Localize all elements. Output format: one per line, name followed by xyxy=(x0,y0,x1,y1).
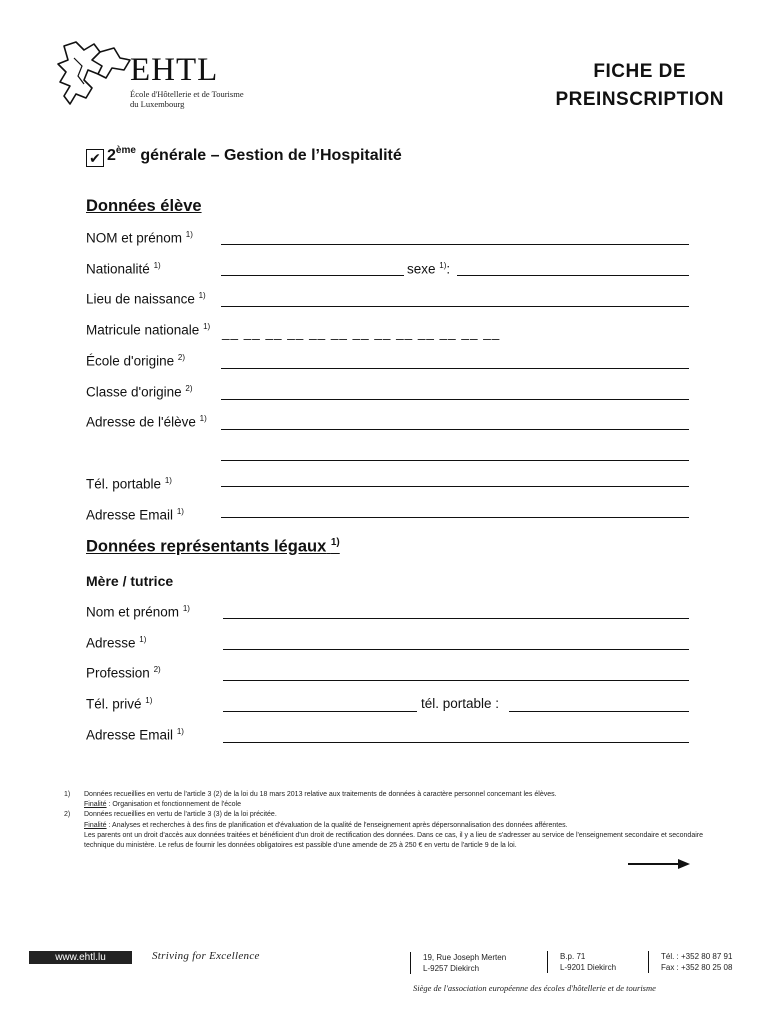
footnote-2 xyxy=(64,810,724,820)
nationality-label-text: Nationalité xyxy=(86,261,150,277)
mother-profession-label-text: Profession xyxy=(86,665,150,681)
birthplace-ref: 1) xyxy=(198,291,206,300)
mother-profession-ref: 2) xyxy=(153,665,161,674)
mother-mobile-field[interactable] xyxy=(509,711,689,712)
birthplace-label xyxy=(86,291,206,307)
slogan: Striving for Excellence xyxy=(152,950,260,962)
footnote-1-number: 1) xyxy=(64,791,71,798)
mother-address-field[interactable] xyxy=(223,649,689,650)
student-section-heading: Données élève xyxy=(86,197,202,215)
class-origin-label-text: Classe d'origine xyxy=(86,384,182,400)
birthplace-label-text: Lieu de naissance xyxy=(86,291,195,307)
class-origin-label xyxy=(86,384,193,400)
footnote-2-purpose xyxy=(64,821,724,831)
footnote-2-number: 2) xyxy=(64,811,71,819)
mother-phone-ref: 1) xyxy=(145,696,153,705)
mother-name-ref: 1) xyxy=(182,604,190,613)
matricule-label-text: Matricule nationale xyxy=(86,322,200,338)
matricule-label xyxy=(86,322,210,338)
footnote-1-purpose-text: : Organisation et fonctionnement de l'école xyxy=(106,801,241,809)
arrow-right-icon xyxy=(628,858,690,870)
student-address-ref: 1) xyxy=(199,414,207,423)
street-address xyxy=(410,952,506,974)
mother-name-label xyxy=(86,604,190,620)
footnote-1 xyxy=(64,790,724,800)
document-title-line-2: PREINSCRIPTION xyxy=(555,89,724,110)
footnote-2-rights-text: Les parents ont un droit d'accès aux données traitées et bénéficient d'un droit de rectification des données. Dans ce cas, il y a lieu de s'adresser au service de l'enseignement secondaire et secondaire technique du ministère. Le refus de fournir les données obligatoires est passible d'une amende de 25 à 250 € en vertu de l'article 9 de la loi. xyxy=(84,831,703,850)
mother-name-field[interactable] xyxy=(223,618,689,619)
class-origin-ref: 2) xyxy=(185,384,193,393)
postal-box-line: B.p. 71 xyxy=(560,952,586,961)
student-address-label xyxy=(86,414,207,430)
class-origin-field[interactable] xyxy=(221,399,689,400)
school-origin-label xyxy=(86,353,185,369)
mother-profession-field[interactable] xyxy=(223,680,689,681)
student-name-label xyxy=(86,230,193,246)
student-mobile-label xyxy=(86,476,172,492)
legal-section-heading xyxy=(86,537,340,557)
footnote-1-purpose xyxy=(64,800,724,810)
brand-name: EHTL xyxy=(130,52,219,88)
mother-email-ref: 1) xyxy=(176,727,184,736)
student-name-ref: 1) xyxy=(185,230,193,239)
mother-mobile-label: tél. portable : xyxy=(421,696,500,711)
student-email-field[interactable] xyxy=(221,517,689,518)
postal-box xyxy=(547,951,616,973)
student-mobile-field[interactable] xyxy=(221,486,689,487)
phone-number: Tél. : +352 80 87 91 xyxy=(661,952,733,961)
matricule-ref: 1) xyxy=(203,322,211,331)
school-origin-field[interactable] xyxy=(221,368,689,369)
birthplace-field[interactable] xyxy=(221,306,689,307)
program-ordinal: 2 xyxy=(107,147,116,164)
legal-section-ref: 1) xyxy=(330,537,340,548)
mother-subheading: Mère / tutrice xyxy=(86,573,174,589)
student-address-label-text: Adresse de l'élève xyxy=(86,414,196,430)
program-ordinal-sup: ème xyxy=(115,145,136,156)
association-note: Siège de l'association européenne des écoles d'hôtellerie et de tourisme xyxy=(413,983,656,993)
footnotes xyxy=(64,790,724,851)
student-email-ref: 1) xyxy=(176,507,184,516)
program-label: générale – Gestion de l’Hospitalité xyxy=(135,147,402,164)
footnote-2-rights xyxy=(64,831,724,851)
program-option xyxy=(86,147,402,167)
mother-address-ref: 1) xyxy=(139,635,147,644)
school-origin-ref: 2) xyxy=(177,353,186,362)
student-email-label-text: Adresse Email xyxy=(86,507,174,523)
mother-profession-label xyxy=(86,665,161,681)
student-name-label-text: NOM et prénom xyxy=(86,230,183,246)
footnote-2-text: Données recueillies en vertu de l'article 3 (3) de la loi précitée. xyxy=(84,811,277,819)
nationality-ref: 1) xyxy=(153,261,161,270)
mother-address-label-text: Adresse xyxy=(86,635,136,651)
document-title-line-1: FICHE DE xyxy=(593,61,687,82)
mother-name-label-text: Nom et prénom xyxy=(86,604,180,620)
program-checkbox[interactable]: ✔ xyxy=(86,149,104,167)
mother-address-label xyxy=(86,635,146,651)
school-origin-label-text: École d'origine xyxy=(86,353,175,369)
nationality-field[interactable] xyxy=(221,275,404,276)
sex-colon: : xyxy=(446,261,451,277)
ehtl-logo-icon xyxy=(54,38,134,110)
mother-phone-label xyxy=(86,696,152,712)
nationality-label xyxy=(86,261,161,277)
street-city-line: L-9257 Diekirch xyxy=(423,964,480,973)
street-address-line: 19, Rue Joseph Merten xyxy=(423,953,507,962)
student-mobile-label-text: Tél. portable xyxy=(86,476,162,492)
sex-ref: 1) xyxy=(439,261,447,270)
postal-city-line: L-9201 Diekirch xyxy=(560,963,617,972)
legal-section-heading-text: Données représentants légaux xyxy=(86,537,327,556)
website-link[interactable]: www.ehtl.lu xyxy=(29,951,132,964)
student-mobile-ref: 1) xyxy=(164,476,172,485)
student-name-field[interactable] xyxy=(221,244,689,245)
brand-subtitle xyxy=(130,89,244,109)
mother-email-label-text: Adresse Email xyxy=(86,727,174,743)
mother-email-field[interactable] xyxy=(223,742,689,743)
contact-numbers xyxy=(648,951,732,973)
fax-number: Fax : +352 80 25 08 xyxy=(661,963,733,972)
matricule-field[interactable]: __ __ __ __ __ __ __ __ __ __ __ __ __ xyxy=(222,325,501,340)
sex-label xyxy=(407,261,450,277)
mother-phone-field[interactable] xyxy=(223,711,417,712)
brand-subtitle-line-1: École d'Hôtellerie et de Tourisme xyxy=(130,89,244,99)
footnote-1-purpose-label: Finalité xyxy=(84,801,107,809)
student-address-field-2[interactable] xyxy=(221,460,689,461)
footnote-2-purpose-text: : Analyses et recherches à des fins de planification et d'évaluation de la qualité de l'enseignement après dépersonnalisation des données afférentes. xyxy=(106,821,568,829)
mother-email-label xyxy=(86,727,184,743)
document-title xyxy=(555,58,724,114)
mother-phone-label-text: Tél. privé xyxy=(86,696,142,712)
footnote-1-text: Données recueillies en vertu de l'article 3 (2) de la loi du 18 mars 2013 relative aux traitements de données à caractère personnel concernant les élèves. xyxy=(84,791,557,798)
student-address-field-1[interactable] xyxy=(221,429,689,430)
sex-field[interactable] xyxy=(457,275,689,276)
brand-subtitle-line-2: du Luxembourg xyxy=(130,99,185,109)
footnote-2-purpose-label: Finalité xyxy=(84,821,107,829)
sex-label-text: sexe xyxy=(407,261,436,277)
student-email-label xyxy=(86,507,184,523)
